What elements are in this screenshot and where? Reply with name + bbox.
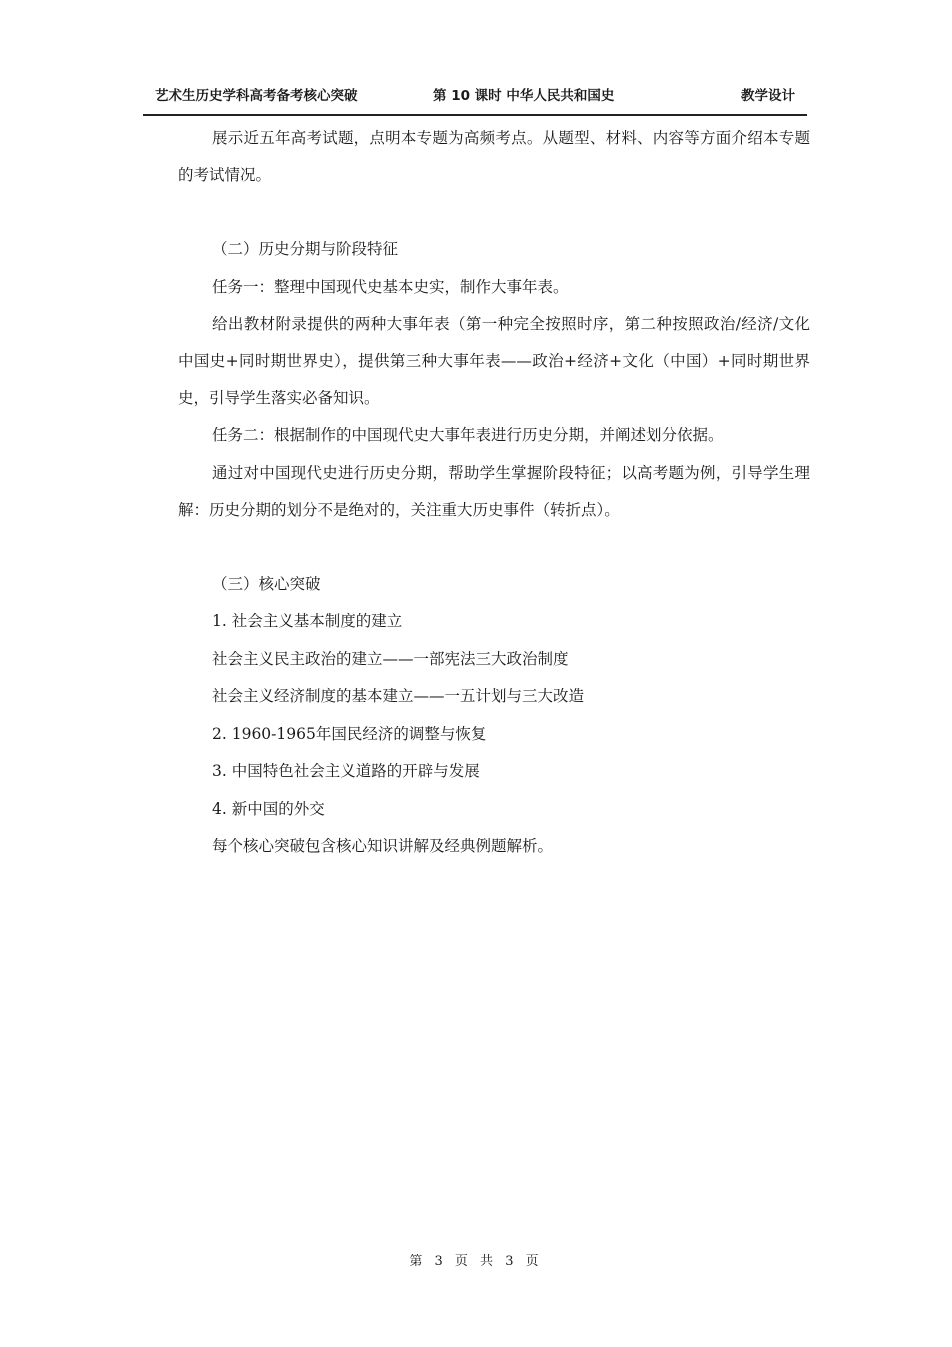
- section-heading-periodization: （二）历史分期与阶段特征: [212, 240, 399, 258]
- core-item: 1. 社会主义基本制度的建立: [212, 612, 403, 630]
- spacer: [178, 194, 810, 231]
- document-body: [178, 120, 810, 866]
- core-item: 4. 新中国的外交: [212, 799, 325, 818]
- section-heading-core: （三）核心突破: [212, 574, 321, 593]
- core-item: 3. 中国特色社会主义道路的开辟与发展: [212, 762, 480, 780]
- intro-paragraph: 展示近五年高考试题，点明本专题为高频考点。从题型、材料、内容等方面介绍本专题的考试情况。: [178, 129, 810, 184]
- core-closing-note: 每个核心突破包含核心知识讲解及经典例题解析。: [212, 837, 554, 855]
- header-lesson-title: 第 10 课时 中华人民共和国史: [433, 88, 615, 104]
- core-item: 2. 1960-1965年国民经济的调整与恢复: [212, 724, 487, 743]
- core-item: 社会主义经济制度的基本建立——一五计划与三大改造: [212, 687, 585, 705]
- spacer: [178, 529, 810, 566]
- task-one-title: 任务一：整理中国现代史基本史实，制作大事年表。: [212, 277, 569, 296]
- task-two-title: 任务二：根据制作的中国现代史大事年表进行历史分期，并阐述划分依据。: [212, 426, 724, 444]
- page-number: 第 3 页 共 3 页: [409, 1254, 543, 1269]
- core-item: 社会主义民主政治的建立——一部宪法三大政治制度: [212, 649, 569, 668]
- page-header: [143, 82, 807, 116]
- task-one-description: 给出教材附录提供的两种大事年表（第一种完全按照时序，第二种按照政治/经济/文化中国史+同时期世界史），提供第三种大事年表——政治+经济+文化（中国）+同时期世界史，引导学生落实必备知识。: [178, 315, 810, 407]
- task-two-description: 通过对中国现代史进行历史分期，帮助学生掌握阶段特征；以高考题为例，引导学生理解：历史分期的划分不是绝对的，关注重大历史事件（转折点）。: [178, 463, 810, 519]
- header-course-title: 艺术生历史学科高考备考核心突破: [155, 88, 358, 104]
- header-doc-type: 教学设计: [741, 88, 795, 104]
